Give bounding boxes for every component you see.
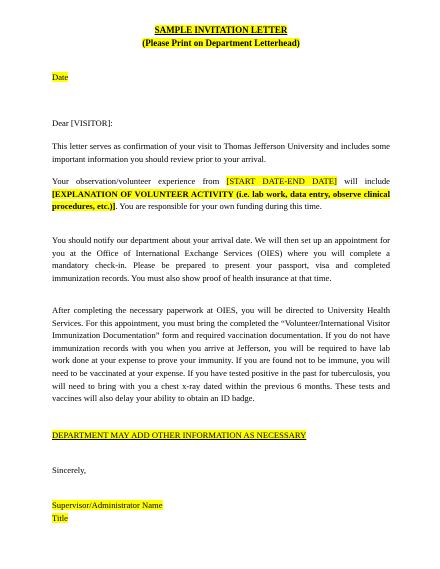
date-placeholder: Date: [52, 72, 69, 82]
paragraph-health-services: After completing the necessary paperwork at OIES, you will be directed to University Health Services. For this appointment, you must bring the completed the “Volunteer/International Visitor Immunization Documentation” form and required vaccination documentation. If you do not have immunization records with you when you arrive at Jefferson, you will be required to have lab work done at your expense to prove your immunity. If you are found not to be immune, you will need to be vaccinated at your expense. If you have tested positive in the past for tuberculosis, you will need to bring with you a chest x-ray dated within the previous 6 months. These tests and vaccines will also delay your ability to obtain an ID badge.: [52, 305, 390, 404]
signature-title: Title: [52, 512, 68, 523]
paragraph-confirmation: This letter serves as confirmation of your visit to Thomas Jefferson University and includes some important information you should review prior to your arrival.: [52, 141, 390, 164]
paragraph-arrival: You should notify our department about your arrival date. We will then set up an appointment for you at the Office of International Exchange Services (OIES) where you will complete a mandatory check-in. Please be prepared to present your passport, visa and completed immunization records. You must also show proof of health insurance at that time.: [52, 235, 390, 283]
date-range-placeholder: [START DATE-END DATE]: [226, 176, 337, 186]
activity-placeholder: [EXPLANATION OF VOLUNTEER ACTIVITY (i.e. lab work, data entry, observe clinical procedures, etc.)]: [52, 188, 390, 212]
experience-text-3: . You are responsible for your own funding during this time.: [115, 201, 322, 212]
date-line: [52, 71, 390, 84]
letter-subtitle: (Please Print on Department Letterhead): [142, 38, 300, 48]
letter-header: [52, 24, 390, 50]
department-note: [52, 429, 390, 442]
salutation: Dear [VISITOR]:: [52, 118, 113, 128]
paragraph-experience: [52, 175, 390, 213]
department-note-text: DEPARTMENT MAY ADD OTHER INFORMATION AS NECESSARY: [52, 430, 307, 440]
experience-text-1: Your observation/volunteer experience from: [52, 176, 227, 186]
experience-text-2: will include: [336, 176, 390, 186]
signature-block: [52, 499, 390, 524]
letter-title: SAMPLE INVITATION LETTER: [154, 25, 288, 35]
closing: Sincerely,: [52, 465, 87, 475]
signature-name: Supervisor/Administrator Name: [52, 500, 163, 510]
